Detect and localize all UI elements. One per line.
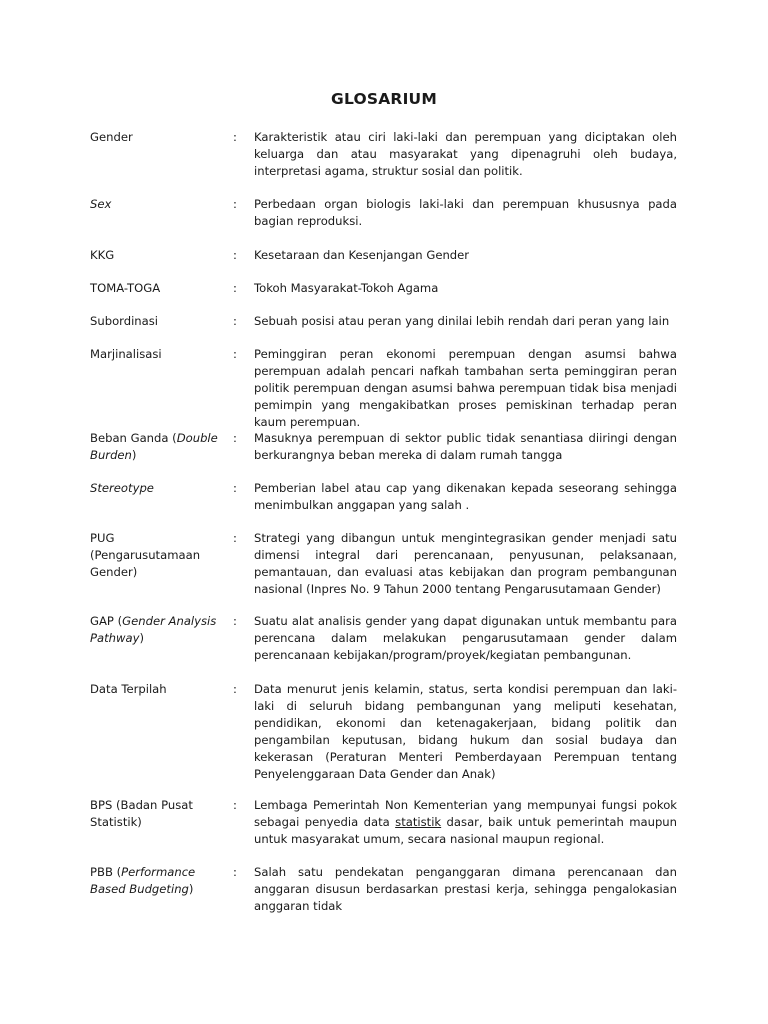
- entry-separator: :: [233, 431, 237, 445]
- entry-term-line: BPS (Badan Pusat: [90, 798, 193, 812]
- entry-definition: Data menurut jenis kelamin, status, serta kondisi perempuan dan laki-laki di seluruh bidang pembangunan yang meliputi kesehatan, pendidikan, ekonomi dan ketenagakerjaan, bidang politik dan pengambilan keputusan, bidang hukum dan sosial budaya dan kekerasan (Peraturan Menteri Pemberdayaan Perempuan tentang Penyelenggaraan Data Gender dan Anak): [254, 682, 677, 781]
- entry-term: [90, 864, 220, 898]
- entry-term: Gender: [90, 130, 133, 144]
- entry-term: [90, 797, 220, 831]
- entry-term: [90, 196, 220, 213]
- entry-definition: Tokoh Masyarakat-Tokoh Agama: [254, 281, 439, 295]
- entry-separator: :: [233, 531, 237, 545]
- entry-definition: Pemberian label atau cap yang dikenakan kepada seseorang sehingga menimbulkan anggapan yang salah .: [254, 481, 677, 512]
- entry-separator: :: [233, 347, 237, 361]
- entry-term: Subordinasi: [90, 314, 159, 328]
- entry-separator: :: [233, 130, 237, 144]
- entry-term: [90, 530, 220, 581]
- entry-definition: Karakteristik atau ciri laki-laki dan perempuan yang diciptakan oleh keluarga dan atau masyarakat yang dipenagruhi oleh budaya, interpretasi agama, struktur sosial dan politik.: [254, 130, 677, 178]
- entry-definition: Kesetaraan dan Kesenjangan Gender: [254, 248, 470, 262]
- entry-definition: Suatu alat analisis gender yang dapat digunakan untuk membantu para perencana dalam melakukan pengarusutamaan gender dalam perencanaan kebijakan/program/proyek/kegiatan pembangunan.: [254, 614, 677, 662]
- entry-term-line: (Pengarusutamaan: [90, 548, 201, 562]
- entry-term-line: Statistik): [90, 815, 142, 829]
- entry-term: Marjinalisasi: [90, 347, 162, 361]
- entry-separator: :: [233, 865, 237, 879]
- entry-separator: :: [233, 197, 237, 211]
- entry-separator: :: [233, 614, 237, 628]
- entry-term-line: Gender): [90, 565, 138, 579]
- entry-term-text: GAP (: [90, 614, 123, 628]
- entry-term: [90, 613, 220, 647]
- entry-definition-text: dasar, baik untuk pemerintah maupun untuk masyarakat umum, secara nasional maupun regional.: [254, 815, 677, 846]
- entry-separator: :: [233, 314, 237, 328]
- entry-definition: Salah satu pendekatan penganggaran dimana perencanaan dan anggaran disusun berdasarkan prestasi kerja, sehingga pengalokasian anggaran tidak: [254, 865, 677, 913]
- entry-separator: :: [233, 798, 237, 812]
- page-title: GLOSARIUM: [331, 90, 437, 108]
- entry-separator: :: [233, 281, 237, 295]
- entry-definition-text: Lembaga Pemerintah Non Kementerian yang mempunyai fungsi pokok sebagai penyedia data: [254, 798, 677, 829]
- entry-term-italic: Gender Analysis Pathway: [90, 614, 217, 645]
- entry-definition: Masuknya perempuan di sektor public tidak senantiasa diiringi dengan berkurangnya beban mereka di dalam rumah tangga: [254, 431, 677, 462]
- statistik-link[interactable]: statistik: [395, 815, 442, 829]
- entry-term-close: ): [139, 631, 144, 645]
- entry-term: KKG: [90, 248, 115, 262]
- entry-term-close: ): [188, 882, 194, 896]
- entry-term-close: ): [131, 448, 137, 462]
- entry-term-line: PUG: [90, 531, 115, 545]
- entry-separator: :: [233, 682, 237, 696]
- entry-term-italic: Sex: [90, 197, 112, 211]
- entry-definition: Perbedaan organ biologis laki-laki dan perempuan khususnya pada bagian reproduksi.: [254, 197, 677, 228]
- entry-definition: [254, 797, 677, 848]
- entry-separator: :: [233, 481, 237, 495]
- entry-term-text: PBB (: [90, 865, 122, 879]
- entry-definition: Peminggiran peran ekonomi perempuan dengan asumsi bahwa perempuan adalah pencari nafkah tambahan serta peminggiran peran politik perempuan dengan asumsi bahwa perempuan tidak bisa menjadi pemimpin yang mengakibatkan proses pemiskinan terhadap peran kaum perempuan.: [254, 347, 677, 429]
- entry-definition: Strategi yang dibangun untuk mengintegrasikan gender menjadi satu dimensi integral dari perencanaan, penyusunan, pelaksanaan, pemantauan, dan evaluasi atas kebijakan dan program pembangunan nasional (Inpres No. 9 Tahun 2000 tentang Pengarusutamaan Gender): [254, 531, 677, 596]
- entry-term-italic: Double Burden: [90, 431, 218, 462]
- entry-term: TOMA-TOGA: [90, 281, 161, 295]
- entry-term: Data Terpilah: [90, 682, 167, 696]
- entry-term-italic: Stereotype: [90, 481, 154, 495]
- entry-term: [90, 430, 220, 464]
- entry-term-italic: Performance Based Budgeting: [90, 865, 196, 896]
- entry-term-text: Beban Ganda (: [90, 431, 177, 445]
- entry-separator: :: [233, 248, 237, 262]
- entry-definition: Sebuah posisi atau peran yang dinilai lebih rendah dari peran yang lain: [254, 314, 670, 328]
- entry-term: [90, 480, 220, 497]
